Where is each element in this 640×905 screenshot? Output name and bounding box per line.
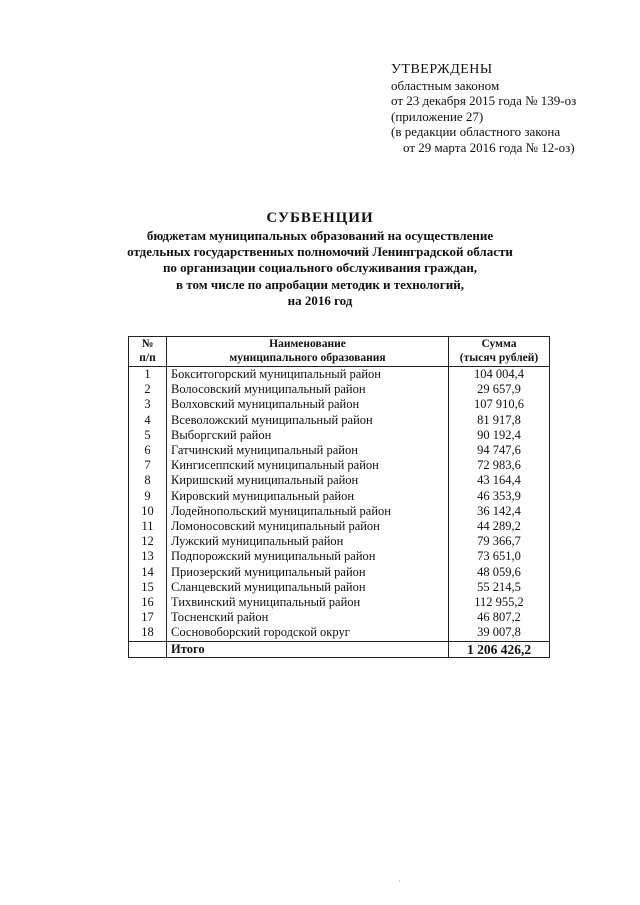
- table-row: [129, 458, 550, 473]
- row-sum: 46 353,9: [449, 489, 550, 504]
- row-sum: 94 747,6: [449, 443, 550, 458]
- row-sum: 72 983,6: [449, 458, 550, 473]
- row-sum: 81 917,8: [449, 413, 550, 428]
- row-name: Выборгский район: [167, 428, 449, 443]
- table-row: [129, 367, 550, 383]
- row-number: 8: [129, 473, 167, 488]
- row-name: Ломоносовский муниципальный район: [167, 519, 449, 534]
- table-row: [129, 625, 550, 641]
- row-number: 5: [129, 428, 167, 443]
- row-number: 10: [129, 504, 167, 519]
- document-title: СУБВЕНЦИИ: [266, 210, 374, 226]
- total-row: [129, 641, 550, 657]
- row-name: Тихвинский муниципальный район: [167, 595, 449, 610]
- subtitle-line: в том числе по апробации методик и технологий,: [176, 276, 464, 292]
- table-row: [129, 595, 550, 610]
- row-number: 7: [129, 458, 167, 473]
- row-name: Сланцевский муниципальный район: [167, 580, 449, 595]
- row-name: Волосовский муниципальный район: [167, 382, 449, 397]
- row-sum: 55 214,5: [449, 580, 550, 595]
- row-name: Лодейнопольский муниципальный район: [167, 504, 449, 519]
- total-number-cell: [129, 641, 167, 657]
- table-row: [129, 580, 550, 595]
- approval-title: УТВЕРЖДЕНЫ: [391, 62, 493, 77]
- row-sum: 29 657,9: [449, 382, 550, 397]
- row-number: 3: [129, 397, 167, 412]
- approval-line: (приложение 27): [391, 108, 484, 124]
- row-number: 2: [129, 382, 167, 397]
- row-number: 1: [129, 367, 167, 383]
- table-row: [129, 504, 550, 519]
- row-name: Всеволожский муниципальный район: [167, 413, 449, 428]
- row-number: 15: [129, 580, 167, 595]
- row-number: 11: [129, 519, 167, 534]
- row-number: 6: [129, 443, 167, 458]
- row-name: Кингисеппский муниципальный район: [167, 458, 449, 473]
- row-sum: 48 059,6: [449, 565, 550, 580]
- row-number: 16: [129, 595, 167, 610]
- table-row: [129, 534, 550, 549]
- row-sum: 79 366,7: [449, 534, 550, 549]
- row-name: Тосненский район: [167, 610, 449, 625]
- row-number: 9: [129, 489, 167, 504]
- subtitle-line: на 2016 год: [287, 292, 353, 308]
- subtitle-line: отдельных государственных полномочий Ленинградской области: [127, 244, 513, 260]
- row-sum: 73 651,0: [449, 549, 550, 564]
- total-label: Итого: [167, 641, 449, 657]
- scan-artifact: ·: [398, 876, 401, 886]
- row-number: 14: [129, 565, 167, 580]
- approval-line: областным законом: [391, 77, 500, 93]
- total-sum: 1 206 426,2: [449, 641, 550, 657]
- row-name: Приозерский муниципальный район: [167, 565, 449, 580]
- row-number: 12: [129, 534, 167, 549]
- table-header-row: [129, 337, 550, 367]
- header-sum: Сумма (тысяч рублей): [449, 337, 550, 367]
- table-row: [129, 428, 550, 443]
- row-name: Подпорожский муниципальный район: [167, 549, 449, 564]
- row-number: 13: [129, 549, 167, 564]
- table-row: [129, 549, 550, 564]
- row-name: Киришский муниципальный район: [167, 473, 449, 488]
- header-name: Наименование муниципального образования: [167, 337, 449, 367]
- row-sum: 44 289,2: [449, 519, 550, 534]
- approval-line: от 29 марта 2016 года № 12-оз): [403, 139, 575, 155]
- row-sum: 46 807,2: [449, 610, 550, 625]
- table-row: [129, 565, 550, 580]
- row-name: Гатчинский муниципальный район: [167, 443, 449, 458]
- approval-block: [391, 62, 576, 155]
- row-number: 18: [129, 625, 167, 641]
- subtitle-line: бюджетам муниципальных образований на осуществление: [146, 228, 494, 243]
- row-sum: 39 007,8: [449, 625, 550, 641]
- header-number: № п/п: [129, 337, 167, 367]
- approval-line: от 23 декабря 2015 года № 139-оз: [391, 93, 577, 108]
- table-row: [129, 382, 550, 397]
- subsidies-table: [128, 336, 550, 658]
- row-name: Волховский муниципальный район: [167, 397, 449, 412]
- row-name: Бокситогорский муниципальный район: [167, 367, 449, 383]
- row-sum: 36 142,4: [449, 504, 550, 519]
- approval-line: (в редакции областного закона: [391, 124, 561, 139]
- row-number: 17: [129, 610, 167, 625]
- table-row: [129, 397, 550, 412]
- row-number: 4: [129, 413, 167, 428]
- row-sum: 90 192,4: [449, 428, 550, 443]
- table-row: [129, 610, 550, 625]
- table-row: [129, 473, 550, 488]
- row-sum: 112 955,2: [449, 595, 550, 610]
- row-name: Сосновоборский городской округ: [167, 625, 449, 641]
- subtitle-line: по организации социального обслуживания граждан,: [162, 260, 478, 276]
- row-sum: 43 164,4: [449, 473, 550, 488]
- table-row: [129, 489, 550, 504]
- table-row: [129, 519, 550, 534]
- row-sum: 107 910,6: [449, 397, 550, 412]
- table-row: [129, 413, 550, 428]
- row-name: Кировский муниципальный район: [167, 489, 449, 504]
- row-sum: 104 004,4: [449, 367, 550, 383]
- document-heading: [100, 208, 540, 309]
- row-name: Лужский муниципальный район: [167, 534, 449, 549]
- table-row: [129, 443, 550, 458]
